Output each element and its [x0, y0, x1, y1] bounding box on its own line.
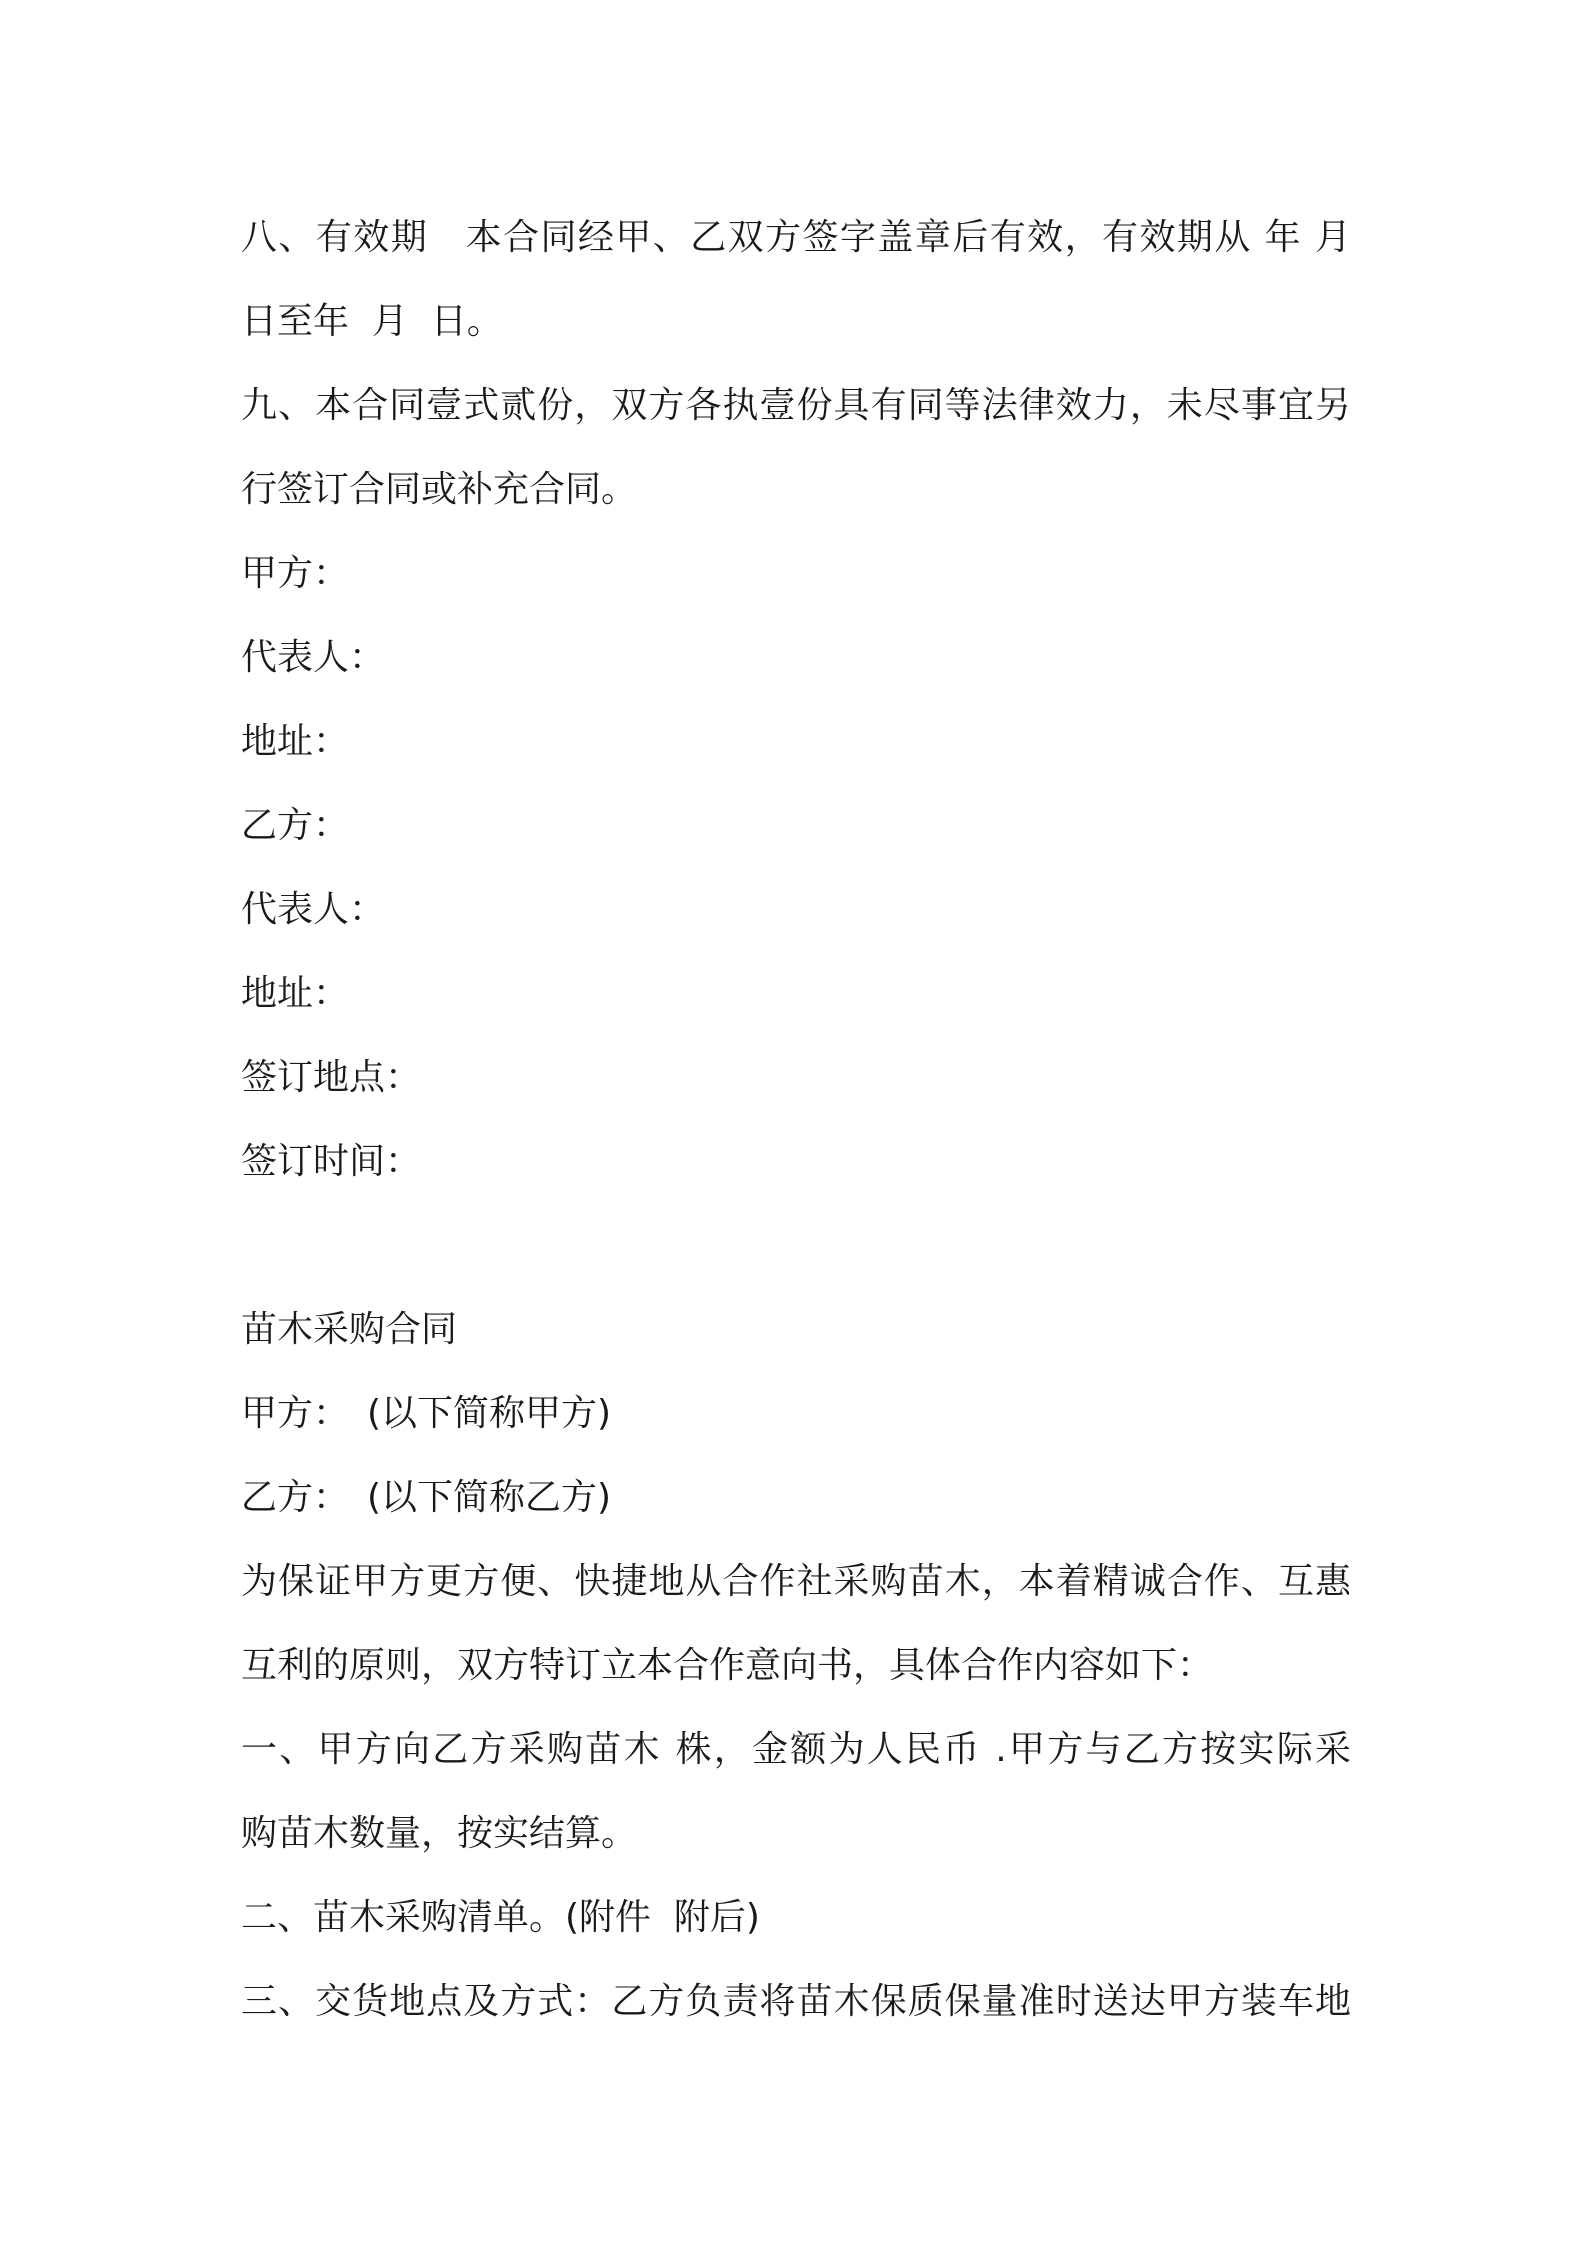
contract-intro-line-1: 为保证甲方更方便、快捷地从合作社采购苗木，本着精诚合作、互惠: [241, 1561, 1351, 1602]
representative-b-label: 代表人：: [241, 889, 386, 930]
signing-place-label: 签订地点：: [241, 1057, 422, 1098]
section-9-line-1: 九、本合同壹式贰份，双方各执壹份具有同等法律效力，未尽事宜另: [241, 385, 1351, 426]
document-body: [241, 196, 1351, 2044]
contract-title: 苗木采购合同: [241, 1309, 458, 1350]
section-8-line-2: 日至年 月 日。: [241, 301, 503, 342]
contract-intro-line-2: 互利的原则，双方特订立本合作意向书，具体合作内容如下：: [241, 1645, 1214, 1686]
contract-item-3-line-1: 三、交货地点及方式：乙方负责将苗木保质保量准时送达甲方装车地: [241, 1981, 1351, 2022]
representative-a-label: 代表人：: [241, 637, 386, 678]
section-9-line-2: 行签订合同或补充合同。: [241, 469, 638, 510]
party-a-label: 甲方：: [241, 553, 350, 594]
contract-party-b: 乙方： (以下简称乙方): [241, 1477, 612, 1518]
party-b-label: 乙方：: [241, 805, 350, 846]
address-b-label: 地址：: [241, 973, 350, 1014]
section-gap: [241, 1204, 1351, 1288]
contract-party-a: 甲方： (以下简称甲方): [241, 1393, 612, 1434]
section-8-line-1: 八、有效期 本合同经甲、乙双方签字盖章后有效，有效期从 年 月: [241, 217, 1351, 258]
address-a-label: 地址：: [241, 721, 350, 762]
contract-item-1-line-2: 购苗木数量，按实结算。: [241, 1813, 638, 1854]
contract-item-2: 二、苗木采购清单。(附件 附后): [241, 1897, 760, 1938]
contract-item-1-line-1: 一、甲方向乙方采购苗木 株，金额为人民币 .甲方与乙方按实际采: [241, 1729, 1351, 1770]
signing-time-label: 签订时间：: [241, 1141, 422, 1182]
